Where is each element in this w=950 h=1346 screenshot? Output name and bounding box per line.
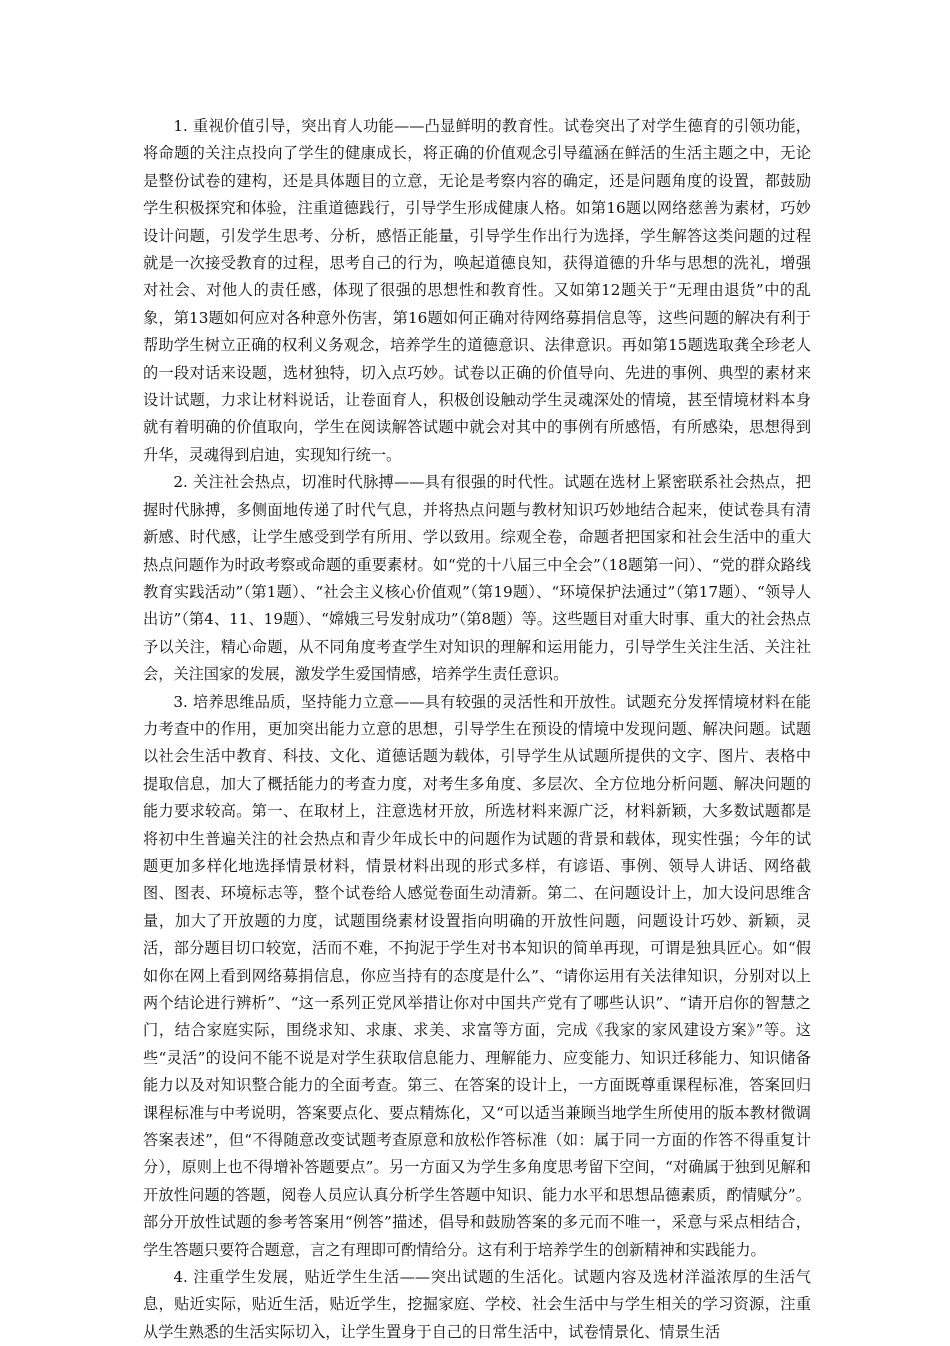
paragraph-2-social-hotspots: 2. 关注社会热点，切准时代脉搏——具有很强的时代性。试题在选材上紧密联系社会热点，把握时代脉搏，多侧面地传递了时代气息，并将热点问题与教材知识巧妙地结合起来，使试卷具有清新感、时代感，让学生感受到学有所用、学以致用。综观全卷，命题者把国家和社会生活中的重大热点问题作为时政考察或命题的重要素材。如“党的十八届三中全会”（18题第一问）、“党的群众路线教育实践活动”（第1题）、“社会主义核心价值观”（第19题）、“环境保护法通过”（第17题）、“领导人出访”（第4、11、19题）、“嫦娥三号发射成功”（第8题）等。这些题目对重大时事、重大的社会热点予以关注，精心命题，从不同角度考查学生对知识的理解和运用能力，引导学生关注生活、关注社会，关注国家的发展，激发学生爱国情感，培养学生责任意识。 — [143, 473, 811, 684]
document-page — [143, 113, 811, 1346]
paragraph-3-thinking-quality: 3. 培养思维品质，坚持能力立意——具有较强的灵活性和开放性。试题充分发挥情境材料在能力考查中的作用，更加突出能力立意的思想，引导学生在预设的情境中发现问题、解决问题。试题以社会生活中教育、科技、文化、道德话题为载体，引导学生从试题所提供的文字、图片、表格中提取信息，加大了概括能力的考查力度，对考生多角度、多层次、全方位地分析问题、解决问题的能力要求较高。第一、在取材上，注意选材开放，所选材料来源广泛，材料新颖，大多数试题都是将初中生普遍关注的社会热点和青少年成长中的问题作为试题的背景和载体，现实性强；今年的试题更加多样化地选择情景材料，情景材料出现的形式多样，有谚语、事例、领导人讲话、网络截图、图表、环境标志等，整个试卷给人感觉卷面生动清新。第二、在问题设计上，加大设问思维含量，加大了开放题的力度，试题围绕素材设置指向明确的开放性问题，问题设计巧妙、新颖，灵活，部分题目切口较宽，活而不难，不拘泥于学生对书本知识的简单再现，可谓是独具匠心。如“假如你在网上看到网络募捐信息，你应当持有的态度是什么”、“请你运用有关法律知识，分别对以上两个结论进行辨析”、“这一系列正党风举措让你对中国共产党有了哪些认识”、“请开启你的智慧之门，结合家庭实际，围绕求知、求康、求美、求富等方面，完成《我家的家风建设方案》”等。这些“灵活”的设问不能不说是对学生获取信息能力、理解能力、应变能力、知识迁移能力、知识储备能力以及对知识整合能力的全面考查。第三、在答案的设计上，一方面既尊重课程标准，答案回归课程标准与中考说明，答案要点化、要点精炼化，又“可以适当兼顾当地学生所使用的版本教材微调答案表述”，但“不得随意改变试题考查原意和放松作答标准（如：属于同一方面的作答不得重复计分），原则上也不得增补答题要点”。另一方面又为学生多角度思考留下空间，“对确属于独到见解和开放性问题的答题，阅卷人员应认真分析学生答题中知识、能力水平和思想品德素质，酌情赋分”。部分开放性试题的参考答案用“例答”描述，倡导和鼓励答案的多元而不唯一，采意与采点相结合，学生答题只要符合题意，言之有理即可酌情给分。这有利于培养学生的创新精神和实践能力。 — [143, 692, 811, 1259]
paragraph-4-student-life: 4. 注重学生发展，贴近学生生活——突出试题的生活化。试题内容及选材洋溢浓厚的生活气息，贴近实际，贴近生活，贴近学生，挖掘家庭、学校、社会生活中与学生相关的学习资源，注重从学生熟悉的生活实际切入，让学生置身于自己的日常生活中，试卷情景化、情景生活 — [143, 1268, 811, 1341]
paragraph-1-value-guidance: 1. 重视价值引导，突出育人功能——凸显鲜明的教育性。试卷突出了对学生德育的引领功能，将命题的关注点投向了学生的健康成长，将正确的价值观念引导蕴涵在鲜活的生活主题之中，无论是整份试卷的建构，还是具体题目的立意，无论是考察内容的确定，还是问题角度的设置，都鼓励学生积极探究和体验，注重道德践行，引导学生形成健康人格。如第16题以网络慈善为素材，巧妙设计问题，引发学生思考、分析，感悟正能量，引导学生作出行为选择，学生解答这类问题的过程就是一次接受教育的过程，思考自己的行为，唤起道德良知，获得道德的升华与思想的洗礼，增强对社会、对他人的责任感，体现了很强的思想性和教育性。又如第12题关于“无理由退货”中的乱象，第13题如何应对各种意外伤害，第16题如何正确对待网络募捐信息等，这些问题的解决有利于帮助学生树立正确的权利义务观念，培养学生的道德意识、法律意识。再如第15题选取龚全珍老人的一段对话来设题，选材独特，切入点巧妙。试卷以正确的价值导向、先进的事例、典型的素材来设计试题，力求让材料说话，让卷面育人，积极创设触动学生灵魂深处的情境，甚至情境材料本身就有着明确的价值取向，学生在阅读解答试题中就会对其中的事例有所感悟，有所感染，思想得到升华，灵魂得到启迪，实现知行统一。 — [143, 117, 811, 464]
